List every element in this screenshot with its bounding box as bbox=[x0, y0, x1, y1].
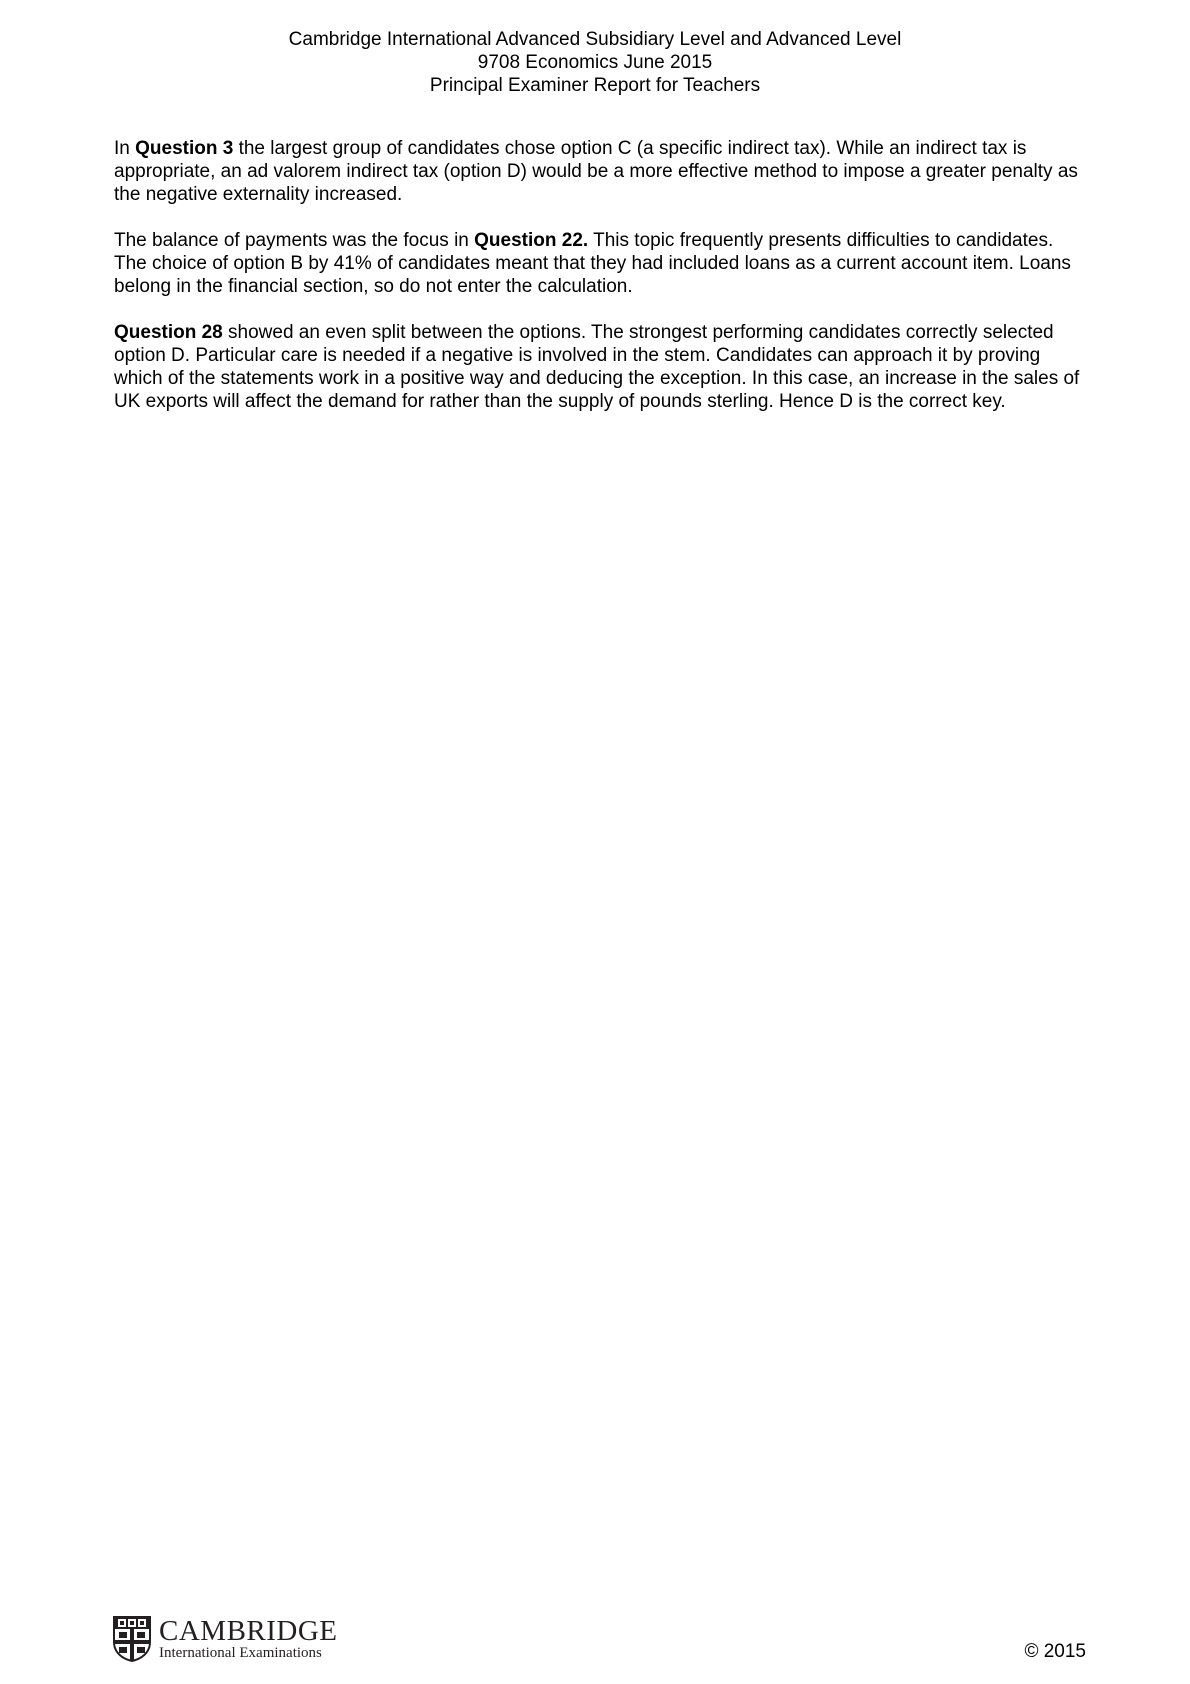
report-body bbox=[114, 137, 1086, 436]
copyright-notice: © 2015 bbox=[1024, 1641, 1086, 1662]
paragraph-question-22 bbox=[114, 229, 1086, 298]
paragraph-question-3 bbox=[114, 137, 1086, 206]
paragraph-text: This topic frequently presents difficulties to candidates. The choice of option B by 41% of candidates meant that they had included loans as a current account item. Loans belong in the financial section, so do not enter the calculation. bbox=[114, 230, 1071, 297]
cambridge-shield-icon bbox=[113, 1616, 151, 1662]
paragraph-text: the largest group of candidates chose option C (a specific indirect tax). While an indirect tax is appropriate, an ad valorem indirect tax (option D) would be a more effective method to impose a greater penalty as the negative externality increased. bbox=[114, 138, 1078, 205]
paragraph-question-28 bbox=[114, 321, 1086, 413]
header-report-type: Principal Examiner Report for Teachers bbox=[429, 75, 761, 96]
paragraph-text: showed an even split between the options. The strongest performing candidates correctly selected option D. Particular care is needed if a negative is involved in the stem. Candidates can approach it by proving which of the statements work in a positive way and deducing the exception. In this case, an increase in the sales of UK exports will affect the demand for rather than the supply of pounds sterling. Hence D is the correct key. bbox=[114, 322, 1080, 412]
paragraph-text: In bbox=[114, 138, 136, 159]
page-header bbox=[0, 28, 1190, 97]
question-ref: Question 28 bbox=[114, 322, 223, 343]
logo-title: CAMBRIDGE bbox=[159, 1614, 338, 1647]
logo-subtitle: International Examinations bbox=[159, 1644, 322, 1661]
question-ref: Question 22. bbox=[474, 230, 589, 251]
header-subject: 9708 Economics June 2015 bbox=[477, 52, 713, 73]
cambridge-logo bbox=[113, 1616, 338, 1662]
paragraph-text: The balance of payments was the focus in bbox=[114, 230, 475, 251]
logo-wordmark bbox=[159, 1614, 338, 1662]
question-ref: Question 3 bbox=[135, 138, 234, 159]
header-title: Cambridge International Advanced Subsidiary Level and Advanced Level bbox=[288, 29, 902, 50]
